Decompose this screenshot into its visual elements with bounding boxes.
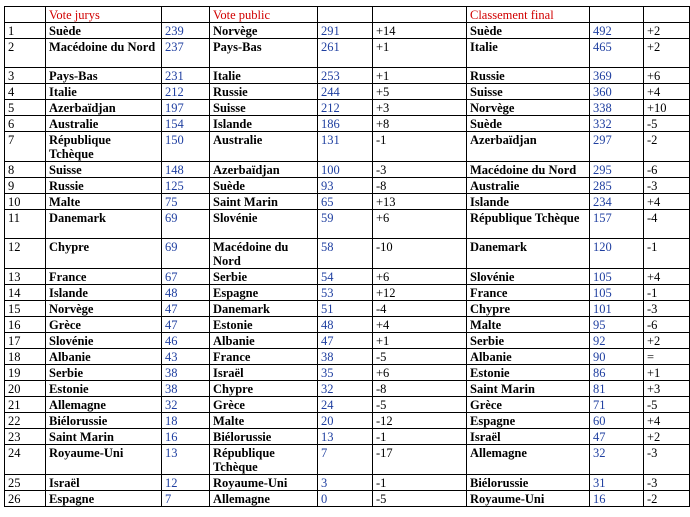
public-diff: -12 xyxy=(373,413,467,429)
final-country: Biélorussie xyxy=(467,475,590,491)
public-country: Royaume-Uni xyxy=(210,475,318,491)
final-points: 157 xyxy=(590,210,644,239)
final-points: 81 xyxy=(590,381,644,397)
public-diff: -8 xyxy=(373,381,467,397)
rank-cell: 9 xyxy=(5,178,46,194)
final-diff: +6 xyxy=(644,68,690,84)
table-row xyxy=(5,301,690,317)
jury-country: Norvège xyxy=(46,301,162,317)
final-points: 71 xyxy=(590,397,644,413)
final-points: 101 xyxy=(590,301,644,317)
final-diff: +4 xyxy=(644,194,690,210)
rank-cell: 18 xyxy=(5,349,46,365)
public-diff: -5 xyxy=(373,349,467,365)
jury-country: Espagne xyxy=(46,491,162,507)
jury-points: 69 xyxy=(162,239,210,269)
public-country: Estonie xyxy=(210,317,318,333)
final-diff: +4 xyxy=(644,269,690,285)
jury-country: Biélorussie xyxy=(46,413,162,429)
table-row xyxy=(5,84,690,100)
table-row xyxy=(5,162,690,178)
public-country: Azerbaïdjan xyxy=(210,162,318,178)
public-points: 48 xyxy=(318,317,373,333)
jury-points: 16 xyxy=(162,429,210,445)
final-country: Chypre xyxy=(467,301,590,317)
final-country: Malte xyxy=(467,317,590,333)
jury-country: Royaume-Uni xyxy=(46,445,162,475)
jury-country: Albanie xyxy=(46,349,162,365)
public-points: 38 xyxy=(318,349,373,365)
final-country: France xyxy=(467,285,590,301)
rank-cell: 7 xyxy=(5,132,46,162)
final-diff: +4 xyxy=(644,413,690,429)
final-country: Royaume-Uni xyxy=(467,491,590,507)
header-final-pts-cell xyxy=(590,7,644,23)
jury-country: Suisse xyxy=(46,162,162,178)
rank-cell: 5 xyxy=(5,100,46,116)
rank-cell: 23 xyxy=(5,429,46,445)
public-country: Allemagne xyxy=(210,491,318,507)
final-diff: +2 xyxy=(644,39,690,68)
public-points: 212 xyxy=(318,100,373,116)
final-points: 47 xyxy=(590,429,644,445)
public-country: Norvège xyxy=(210,23,318,39)
rank-cell: 1 xyxy=(5,23,46,39)
jury-country: France xyxy=(46,269,162,285)
public-diff: +12 xyxy=(373,285,467,301)
final-country: Russie xyxy=(467,68,590,84)
final-country: Suède xyxy=(467,116,590,132)
jury-country: Malte xyxy=(46,194,162,210)
jury-country: Serbie xyxy=(46,365,162,381)
jury-points: 38 xyxy=(162,365,210,381)
table-row xyxy=(5,285,690,301)
public-diff: +13 xyxy=(373,194,467,210)
final-points: 32 xyxy=(590,445,644,475)
final-points: 105 xyxy=(590,269,644,285)
final-points: 338 xyxy=(590,100,644,116)
final-diff: -4 xyxy=(644,210,690,239)
jury-points: 150 xyxy=(162,132,210,162)
jury-points: 12 xyxy=(162,475,210,491)
public-diff: -3 xyxy=(373,162,467,178)
public-points: 53 xyxy=(318,285,373,301)
jury-points: 48 xyxy=(162,285,210,301)
public-country: Chypre xyxy=(210,381,318,397)
public-points: 186 xyxy=(318,116,373,132)
public-diff: +5 xyxy=(373,84,467,100)
table-row xyxy=(5,333,690,349)
jury-points: 239 xyxy=(162,23,210,39)
table-row xyxy=(5,239,690,269)
jury-country: Islande xyxy=(46,285,162,301)
rank-cell: 2 xyxy=(5,39,46,68)
jury-country: Chypre xyxy=(46,239,162,269)
public-diff: +6 xyxy=(373,269,467,285)
public-diff: +1 xyxy=(373,39,467,68)
public-diff: +8 xyxy=(373,116,467,132)
final-country: Grèce xyxy=(467,397,590,413)
rank-cell: 12 xyxy=(5,239,46,269)
final-points: 492 xyxy=(590,23,644,39)
public-country: Saint Marin xyxy=(210,194,318,210)
rank-cell: 25 xyxy=(5,475,46,491)
rank-cell: 11 xyxy=(5,210,46,239)
final-country: Suisse xyxy=(467,84,590,100)
rank-cell: 3 xyxy=(5,68,46,84)
jury-country: Estonie xyxy=(46,381,162,397)
table-row xyxy=(5,397,690,413)
final-diff: +3 xyxy=(644,381,690,397)
final-country: Israël xyxy=(467,429,590,445)
final-points: 95 xyxy=(590,317,644,333)
jury-country: Israël xyxy=(46,475,162,491)
final-points: 92 xyxy=(590,333,644,349)
final-diff: -3 xyxy=(644,475,690,491)
final-country: Macédoine du Nord xyxy=(467,162,590,178)
public-country: Malte xyxy=(210,413,318,429)
jury-country: Italie xyxy=(46,84,162,100)
public-points: 253 xyxy=(318,68,373,84)
table-row xyxy=(5,210,690,239)
public-country: Israël xyxy=(210,365,318,381)
jury-points: 18 xyxy=(162,413,210,429)
public-points: 291 xyxy=(318,23,373,39)
table-row xyxy=(5,475,690,491)
header-public: Vote public xyxy=(210,7,318,23)
final-diff: -1 xyxy=(644,239,690,269)
public-diff: +1 xyxy=(373,333,467,349)
final-diff: -3 xyxy=(644,301,690,317)
table-row xyxy=(5,39,690,68)
final-diff: -1 xyxy=(644,285,690,301)
jury-country: Slovénie xyxy=(46,333,162,349)
public-diff: +6 xyxy=(373,365,467,381)
public-country: Russie xyxy=(210,84,318,100)
public-points: 3 xyxy=(318,475,373,491)
final-diff: -6 xyxy=(644,162,690,178)
final-diff: -2 xyxy=(644,491,690,507)
jury-points: 13 xyxy=(162,445,210,475)
public-points: 35 xyxy=(318,365,373,381)
public-country: Australie xyxy=(210,132,318,162)
table-row xyxy=(5,365,690,381)
rank-cell: 14 xyxy=(5,285,46,301)
final-points: 465 xyxy=(590,39,644,68)
jury-country: Grèce xyxy=(46,317,162,333)
public-country: Suède xyxy=(210,178,318,194)
final-diff: +2 xyxy=(644,333,690,349)
final-country: Saint Marin xyxy=(467,381,590,397)
header-jury: Vote jurys xyxy=(46,7,162,23)
final-points: 285 xyxy=(590,178,644,194)
rank-cell: 16 xyxy=(5,317,46,333)
public-points: 59 xyxy=(318,210,373,239)
public-country: Albanie xyxy=(210,333,318,349)
final-country: Azerbaïdjan xyxy=(467,132,590,162)
final-diff: +10 xyxy=(644,100,690,116)
public-points: 93 xyxy=(318,178,373,194)
public-points: 51 xyxy=(318,301,373,317)
public-points: 24 xyxy=(318,397,373,413)
final-country: Suède xyxy=(467,23,590,39)
jury-points: 7 xyxy=(162,491,210,507)
table-row xyxy=(5,178,690,194)
public-country: Slovénie xyxy=(210,210,318,239)
public-diff: -4 xyxy=(373,301,467,317)
public-country: France xyxy=(210,349,318,365)
jury-country: Saint Marin xyxy=(46,429,162,445)
rank-cell: 24 xyxy=(5,445,46,475)
final-points: 295 xyxy=(590,162,644,178)
public-country: Italie xyxy=(210,68,318,84)
table-row xyxy=(5,68,690,84)
rank-cell: 4 xyxy=(5,84,46,100)
rank-cell: 21 xyxy=(5,397,46,413)
rank-cell: 19 xyxy=(5,365,46,381)
final-country: Islande xyxy=(467,194,590,210)
final-points: 297 xyxy=(590,132,644,162)
public-diff: -10 xyxy=(373,239,467,269)
final-points: 86 xyxy=(590,365,644,381)
jury-points: 237 xyxy=(162,39,210,68)
jury-points: 125 xyxy=(162,178,210,194)
table-row xyxy=(5,269,690,285)
public-country: Islande xyxy=(210,116,318,132)
final-diff: -3 xyxy=(644,178,690,194)
jury-points: 154 xyxy=(162,116,210,132)
public-points: 47 xyxy=(318,333,373,349)
public-points: 20 xyxy=(318,413,373,429)
results-body xyxy=(5,7,690,507)
header-final: Classement final xyxy=(467,7,590,23)
final-points: 60 xyxy=(590,413,644,429)
jury-points: 67 xyxy=(162,269,210,285)
final-diff: -5 xyxy=(644,397,690,413)
jury-points: 197 xyxy=(162,100,210,116)
header-jury-pts-cell xyxy=(162,7,210,23)
public-diff: -5 xyxy=(373,397,467,413)
public-country: République Tchèque xyxy=(210,445,318,475)
final-country: Espagne xyxy=(467,413,590,429)
rank-cell: 6 xyxy=(5,116,46,132)
jury-country: Suède xyxy=(46,23,162,39)
jury-country: Australie xyxy=(46,116,162,132)
public-diff: +14 xyxy=(373,23,467,39)
public-diff: -1 xyxy=(373,429,467,445)
final-country: Australie xyxy=(467,178,590,194)
jury-points: 32 xyxy=(162,397,210,413)
jury-points: 47 xyxy=(162,317,210,333)
public-points: 0 xyxy=(318,491,373,507)
rank-cell: 13 xyxy=(5,269,46,285)
rank-cell: 22 xyxy=(5,413,46,429)
rank-cell: 17 xyxy=(5,333,46,349)
final-points: 369 xyxy=(590,68,644,84)
rank-cell: 15 xyxy=(5,301,46,317)
results-table xyxy=(4,6,690,507)
final-diff: +4 xyxy=(644,84,690,100)
table-row xyxy=(5,413,690,429)
table-row xyxy=(5,194,690,210)
public-country: Grèce xyxy=(210,397,318,413)
final-diff: -2 xyxy=(644,132,690,162)
public-points: 58 xyxy=(318,239,373,269)
final-points: 360 xyxy=(590,84,644,100)
header-public-diff-cell xyxy=(373,7,467,23)
public-points: 65 xyxy=(318,194,373,210)
final-points: 234 xyxy=(590,194,644,210)
table-row xyxy=(5,381,690,397)
public-points: 54 xyxy=(318,269,373,285)
table-row xyxy=(5,429,690,445)
public-diff: -17 xyxy=(373,445,467,475)
jury-country: Macédoine du Nord xyxy=(46,39,162,68)
header-final-diff-cell xyxy=(644,7,690,23)
public-diff: -1 xyxy=(373,132,467,162)
table-row xyxy=(5,349,690,365)
table-row xyxy=(5,317,690,333)
final-country: Allemagne xyxy=(467,445,590,475)
public-country: Pays-Bas xyxy=(210,39,318,68)
final-diff: -5 xyxy=(644,116,690,132)
final-diff: = xyxy=(644,349,690,365)
jury-points: 43 xyxy=(162,349,210,365)
final-diff: -6 xyxy=(644,317,690,333)
final-country: République Tchèque xyxy=(467,210,590,239)
final-points: 105 xyxy=(590,285,644,301)
jury-country: Pays-Bas xyxy=(46,68,162,84)
final-country: Serbie xyxy=(467,333,590,349)
jury-country: Danemark xyxy=(46,210,162,239)
rank-cell: 20 xyxy=(5,381,46,397)
jury-points: 38 xyxy=(162,381,210,397)
public-diff: -5 xyxy=(373,491,467,507)
final-diff: +2 xyxy=(644,23,690,39)
public-country: Espagne xyxy=(210,285,318,301)
public-country: Danemark xyxy=(210,301,318,317)
jury-country: Russie xyxy=(46,178,162,194)
public-country: Macédoine du Nord xyxy=(210,239,318,269)
jury-points: 46 xyxy=(162,333,210,349)
public-points: 7 xyxy=(318,445,373,475)
final-points: 16 xyxy=(590,491,644,507)
final-diff: -3 xyxy=(644,445,690,475)
public-diff: -8 xyxy=(373,178,467,194)
rank-cell: 8 xyxy=(5,162,46,178)
public-points: 261 xyxy=(318,39,373,68)
public-country: Suisse xyxy=(210,100,318,116)
header-rank-cell xyxy=(5,7,46,23)
jury-points: 47 xyxy=(162,301,210,317)
public-points: 244 xyxy=(318,84,373,100)
final-country: Estonie xyxy=(467,365,590,381)
public-points: 100 xyxy=(318,162,373,178)
final-country: Italie xyxy=(467,39,590,68)
final-diff: +1 xyxy=(644,365,690,381)
public-country: Biélorussie xyxy=(210,429,318,445)
final-points: 90 xyxy=(590,349,644,365)
final-country: Slovénie xyxy=(467,269,590,285)
jury-points: 75 xyxy=(162,194,210,210)
final-country: Albanie xyxy=(467,349,590,365)
table-row xyxy=(5,23,690,39)
table-row xyxy=(5,132,690,162)
table-row xyxy=(5,445,690,475)
final-country: Danemark xyxy=(467,239,590,269)
jury-points: 212 xyxy=(162,84,210,100)
final-points: 31 xyxy=(590,475,644,491)
final-country: Norvège xyxy=(467,100,590,116)
final-diff: +2 xyxy=(644,429,690,445)
public-points: 131 xyxy=(318,132,373,162)
jury-points: 148 xyxy=(162,162,210,178)
jury-points: 69 xyxy=(162,210,210,239)
jury-country: Allemagne xyxy=(46,397,162,413)
public-points: 32 xyxy=(318,381,373,397)
public-diff: +6 xyxy=(373,210,467,239)
final-points: 120 xyxy=(590,239,644,269)
jury-points: 231 xyxy=(162,68,210,84)
jury-country: Azerbaïdjan xyxy=(46,100,162,116)
public-points: 13 xyxy=(318,429,373,445)
rank-cell: 10 xyxy=(5,194,46,210)
public-diff: +1 xyxy=(373,68,467,84)
public-diff: +4 xyxy=(373,317,467,333)
table-row xyxy=(5,491,690,507)
public-diff: +3 xyxy=(373,100,467,116)
rank-cell: 26 xyxy=(5,491,46,507)
table-row xyxy=(5,116,690,132)
jury-country: République Tchèque xyxy=(46,132,162,162)
public-diff: -1 xyxy=(373,475,467,491)
final-points: 332 xyxy=(590,116,644,132)
public-country: Serbie xyxy=(210,269,318,285)
header-public-pts-cell xyxy=(318,7,373,23)
header-row xyxy=(5,7,690,23)
table-row xyxy=(5,100,690,116)
